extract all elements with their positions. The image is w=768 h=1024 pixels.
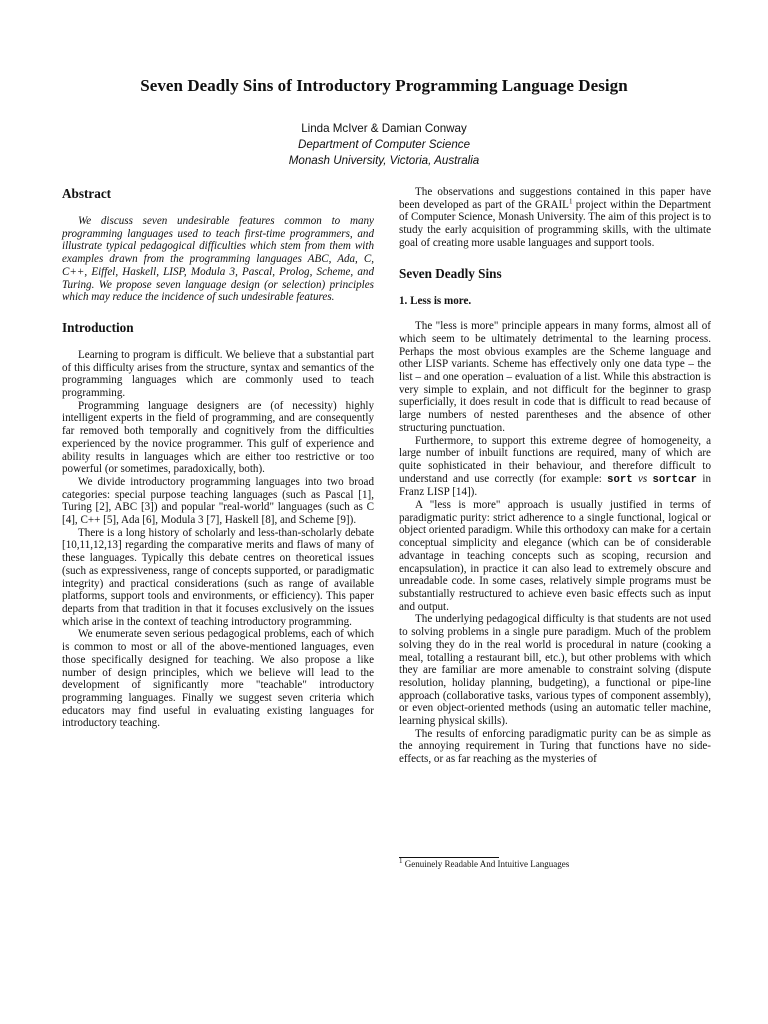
footnote-ref: 1 [568, 197, 573, 206]
introduction-heading: Introduction [62, 319, 134, 335]
footnote [399, 859, 711, 870]
code-sort: sort [607, 473, 633, 486]
sin-paragraph-1: The "less is more" principle appears in many forms, almost all of which seem to be ultimately detrimental to the learning process. Perhaps the most obvious examples are the Scheme language and other LISP variants. Scheme has effectively only one data type – the list – and one operation – evaluation of a list. While this abstraction is very simple to explain, and not difficult for the beginner to grasp superficially, it does result in code that is difficult to read because of large numbers of nested parentheses and the absence of other structuring punctuation. [399, 320, 711, 434]
footnote-text: Genuinely Readable And Intuitive Languages [404, 859, 570, 869]
footnote-mark: 1 [399, 857, 403, 865]
sin-paragraph-2 [399, 435, 711, 500]
sins-heading: Seven Deadly Sins [399, 265, 502, 281]
abstract-section [62, 215, 374, 304]
code-sortcar: sortcar [652, 473, 698, 486]
vs-text: vs [632, 472, 653, 485]
sin-p2-after: in Franz LISP [14]). [399, 472, 711, 499]
abstract-text: We discuss seven undesirable features common to many programming languages used to teach first-time programmers, and illustrate typical pedagogical difficulties which stem from them with examples drawn from the programming languages ABC, Ada, C, C++, Eiffel, Haskell, LISP, Modula 3, Pascal, Prolog, Scheme, and Turing. We propose seven language design (or selection) principles which may reduce the incidence of such undesirable features. [62, 215, 374, 304]
author-block [0, 121, 768, 169]
project-paragraph [399, 186, 711, 250]
right-column [399, 186, 711, 766]
paper-title: Seven Deadly Sins of Introductory Programming Language Design [140, 76, 628, 95]
sin-p2-before: Furthermore, to support this extreme degree of homogeneity, a large number of inbuilt functions are required, many of which are quite sophisticated in their behaviour, and therefore difficult to understand and use correctly (for example: [399, 434, 711, 485]
sin-paragraph-3: A "less is more" approach is usually justified in terms of paradigmatic purity: strict adherence to a single functional, logical or object oriented paradigm. While this orthodoxy can make for a certain conceptual simplicity and elegance (which can be of considerable advantage in teaching concepts such as scoping, recursion and encapsulation), in practice it can also lead to extremely obscure and unreadable code. In some cases, relatively simple programs must be substantially restructured to achieve even basic effects such as input and output. [399, 499, 711, 613]
author-institution: Monash University, Victoria, Australia [288, 154, 480, 167]
intro-paragraph-2: Programming language designers are (of necessity) highly intelligent experts in the field of programming, and are consequently far removed both temporally and cognitively from the difficulties experienced by the novice programmer. This gulf of experience and ability results in languages which are either too restrictive or too powerful (or sometimes, paradoxically, both). [62, 399, 374, 476]
left-column [62, 186, 374, 730]
intro-paragraph-3: We divide introductory programming languages into two broad categories: special purpose teaching languages (such as Pascal [1], Turing [2], ABC [3]) and popular "real-world" languages (such as C [4], C++ [5], Ada [6], Modula 3 [7], Haskell [8], and Scheme [9]). [62, 475, 374, 527]
intro-paragraph-4: There is a long history of scholarly and less-than-scholarly debate [10,11,12,13] regarding the comparative merits and flaws of many of these languages. Typically this debate centres on theoretical issues (such as expressiveness, range of concepts supported, or paradigmatic integrity) and practical considerations (such as range of available platforms, support tools and environments, or efficiency). This paper departs from that tradition in that it focuses exclusively on the issues which arise in the context of teaching introductory programming. [62, 526, 374, 628]
sin-paragraph-4: The underlying pedagogical difficulty is that students are not used to solving problems in a single pure paradigm. Much of the problem solving they do in the real world is procedural in nature (cooking a meal, totalling a restaurant bill, etc.), but other problems with which they are familiar are more amenable to constraint solving (dispute resolution, holiday planning, budgeting), a functional or pipe-line approach (collaborative tasks, various types of component assembly), or even object-oriented methods (using an automatic teller machine, learning physical skills). [399, 613, 711, 728]
intro-paragraph-5: We enumerate seven serious pedagogical problems, each of which is common to most or all of the above-mentioned languages, even those specifically designed for teaching. We also propose a like number of design principles, which we believe will lead to the development of significantly more "teachable" introductory programming languages. Finally we suggest seven criteria which educators may find useful in evaluating existing languages for introductory teaching. [62, 628, 374, 730]
project-text-before: The observations and suggestions contained in this paper have been developed as part of the GRAIL [399, 186, 711, 211]
author-department: Department of Computer Science [297, 138, 471, 151]
author-names: Linda McIver & Damian Conway [301, 122, 467, 135]
footnote-divider [399, 857, 499, 858]
intro-paragraph-1: Learning to program is difficult. We believe that a substantial part of this difficulty arises from the structure, syntax and semantics of the programming languages which are commonly used to teach programming. [62, 348, 374, 400]
introduction-section [62, 349, 374, 730]
sin-paragraph-5: The results of enforcing paradigmatic purity can be as simple as the annoying requirement in Turing that functions have no side-effects, or as far reaching as the mysteries of [399, 727, 711, 766]
abstract-heading: Abstract [62, 186, 112, 201]
project-text-after: project within the Department of Computer Science, Monash University. The aim of this project is to study the early acquisition of programming skills, with the ultimate goal of creating more usable languages and support tools. [399, 198, 711, 249]
sin-1-heading: 1. Less is more. [399, 294, 472, 307]
